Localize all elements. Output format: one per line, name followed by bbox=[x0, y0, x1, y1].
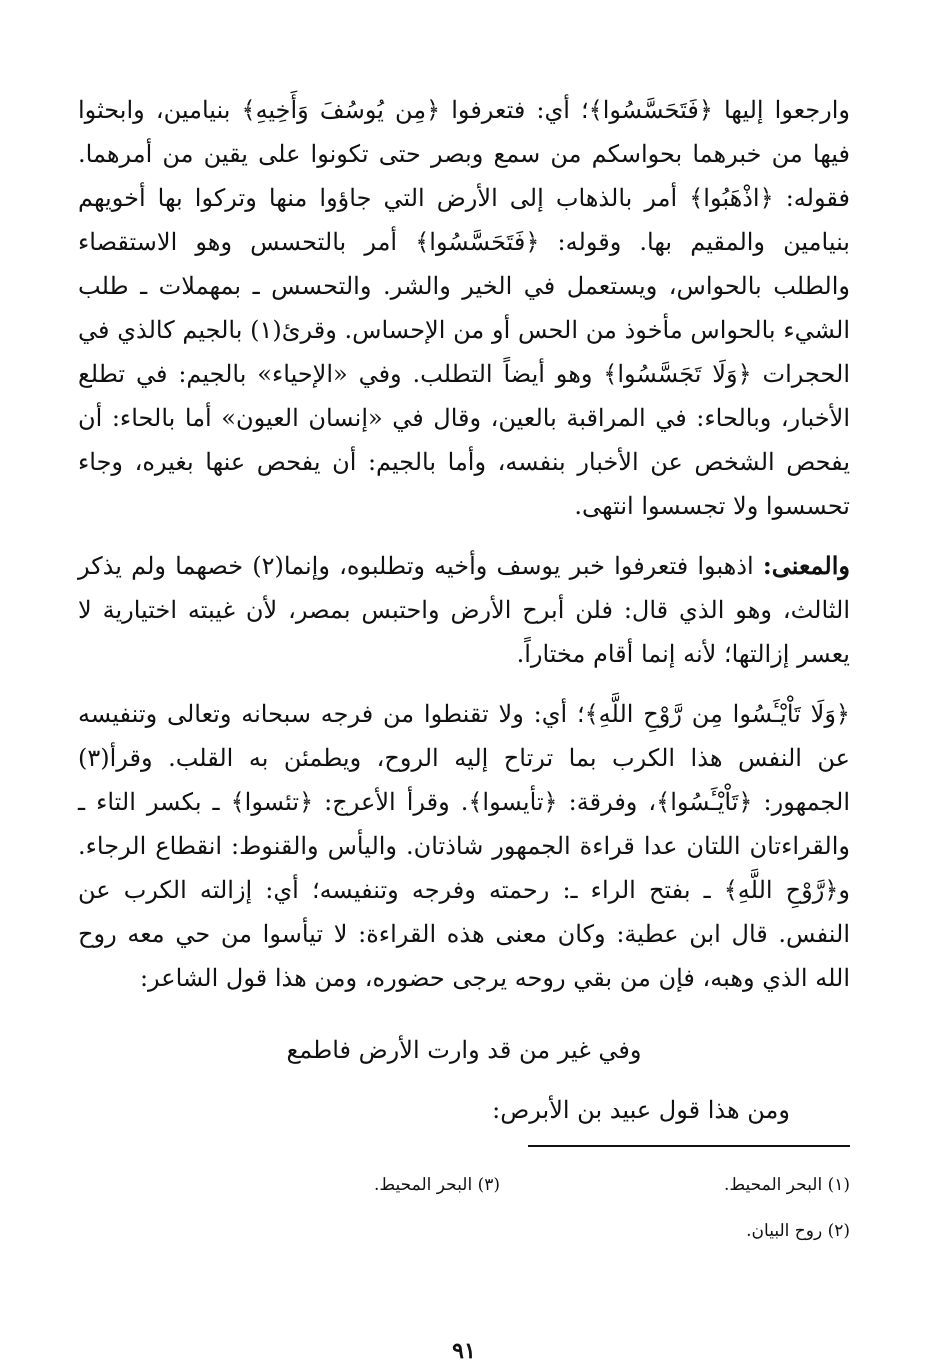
footnote-row bbox=[78, 1162, 850, 1208]
page-number: ٩١ bbox=[452, 1338, 476, 1364]
meaning-text: اذهبوا فتعرفوا خبر يوسف وأخيه وتطلبوه، وإنما(٢) خصهما ولم يذكر الثالث، وهو الذي قال: فلن أبرح الأرض واحتبس بمصر، لأن غيبته اختيارية لا يعسر إزالتها؛ لأنه إنما أقام مختاراً. bbox=[78, 552, 850, 668]
paragraph-meaning bbox=[78, 544, 850, 676]
paragraph-tahassus: وارجعوا إليها ﴿فَتَحَسَّسُوا﴾؛ أي: فتعرفوا ﴿مِن يُوسُفَ وَأَخِيهِ﴾ بنيامين، وابحثوا فيها من خبرهما بحواسكم من سمع وبصر حتى تكونوا على يقين من أمرهما. فقوله: ﴿اذْهَبُوا﴾ أمر بالذهاب إلى الأرض التي جاؤوا منها وتركوا بها أخويهم بنيامين والمقيم بها. وقوله: ﴿فَتَحَسَّسُوا﴾ أمر بالتحسس وهو الاستقصاء والطلب بالحواس، ويستعمل في الخير والشر. والتحسس ـ بمهملات ـ طلب الشيء بالحواس مأخوذ من الحس أو من الإحساس. وقرئ(١) بالجيم كالذي في الحجرات ﴿وَلَا تَجَسَّسُوا﴾ وهو أيضاً التطلب. وفي «الإحياء» بالجيم: في تطلع الأخبار، وبالحاء: في المراقبة بالعين، وقال في «إنسان العيون» أما بالحاء: أن يفحص الشخص عن الأخبار بنفسه، وأما بالجيم: أن يفحص عنها بغيره، وجاء تحسسوا ولا تجسسوا انتهى. bbox=[78, 96, 851, 520]
meaning-label: والمعنى: bbox=[762, 551, 851, 580]
paragraph-rawh-allah: ﴿وَلَا تَاْيْـَٔسُوا مِن رَّوْحِ اللَّهِ﴾؛ أي: ولا تقنطوا من فرجه سبحانه وتعالى وتنفيسه عن النفس هذا الكرب بما ترتاح إليه الروح، ويطمئن به القلب. وقرأ(٣) الجمهور: ﴿تَاْيْـَٔسُوا﴾، وفرقة: ﴿تأيسوا﴾. وقرأ الأعرج: ﴿تئسوا﴾ ـ بكسر التاء ـ والقراءتان اللتان عدا قراءة الجمهور شاذتان. واليأس والقنوط: انقطاع الرجاء. و﴿رَّوْحِ اللَّهِ﴾ ـ بفتح الراء ـ: رحمته وفرجه وتنفيسه؛ أي: إزالته الكرب عن النفس. قال ابن عطية: وكان معنى هذه القراءة: لا تيأسوا من حي معه روح الله الذي وهبه، فإن من بقي روحه يرجى حضوره، ومن هذا قول الشاعر: bbox=[78, 700, 851, 992]
footnote-1: (١) البحر المحيط. bbox=[724, 1175, 850, 1195]
page-body bbox=[78, 88, 850, 1365]
footnote-separator bbox=[528, 1145, 850, 1147]
footnote-2: (٢) روح البيان. bbox=[746, 1221, 850, 1241]
poetry-verse: وفي غير من قد وارت الأرض فاطمع bbox=[286, 1036, 642, 1064]
footnotes bbox=[78, 1162, 850, 1254]
footnote-row bbox=[78, 1208, 850, 1254]
footnote-3: (٣) البحر المحيط. bbox=[374, 1175, 500, 1195]
poetry-attribution: ومن هذا قول عبيد بن الأبرص: bbox=[492, 1096, 790, 1124]
